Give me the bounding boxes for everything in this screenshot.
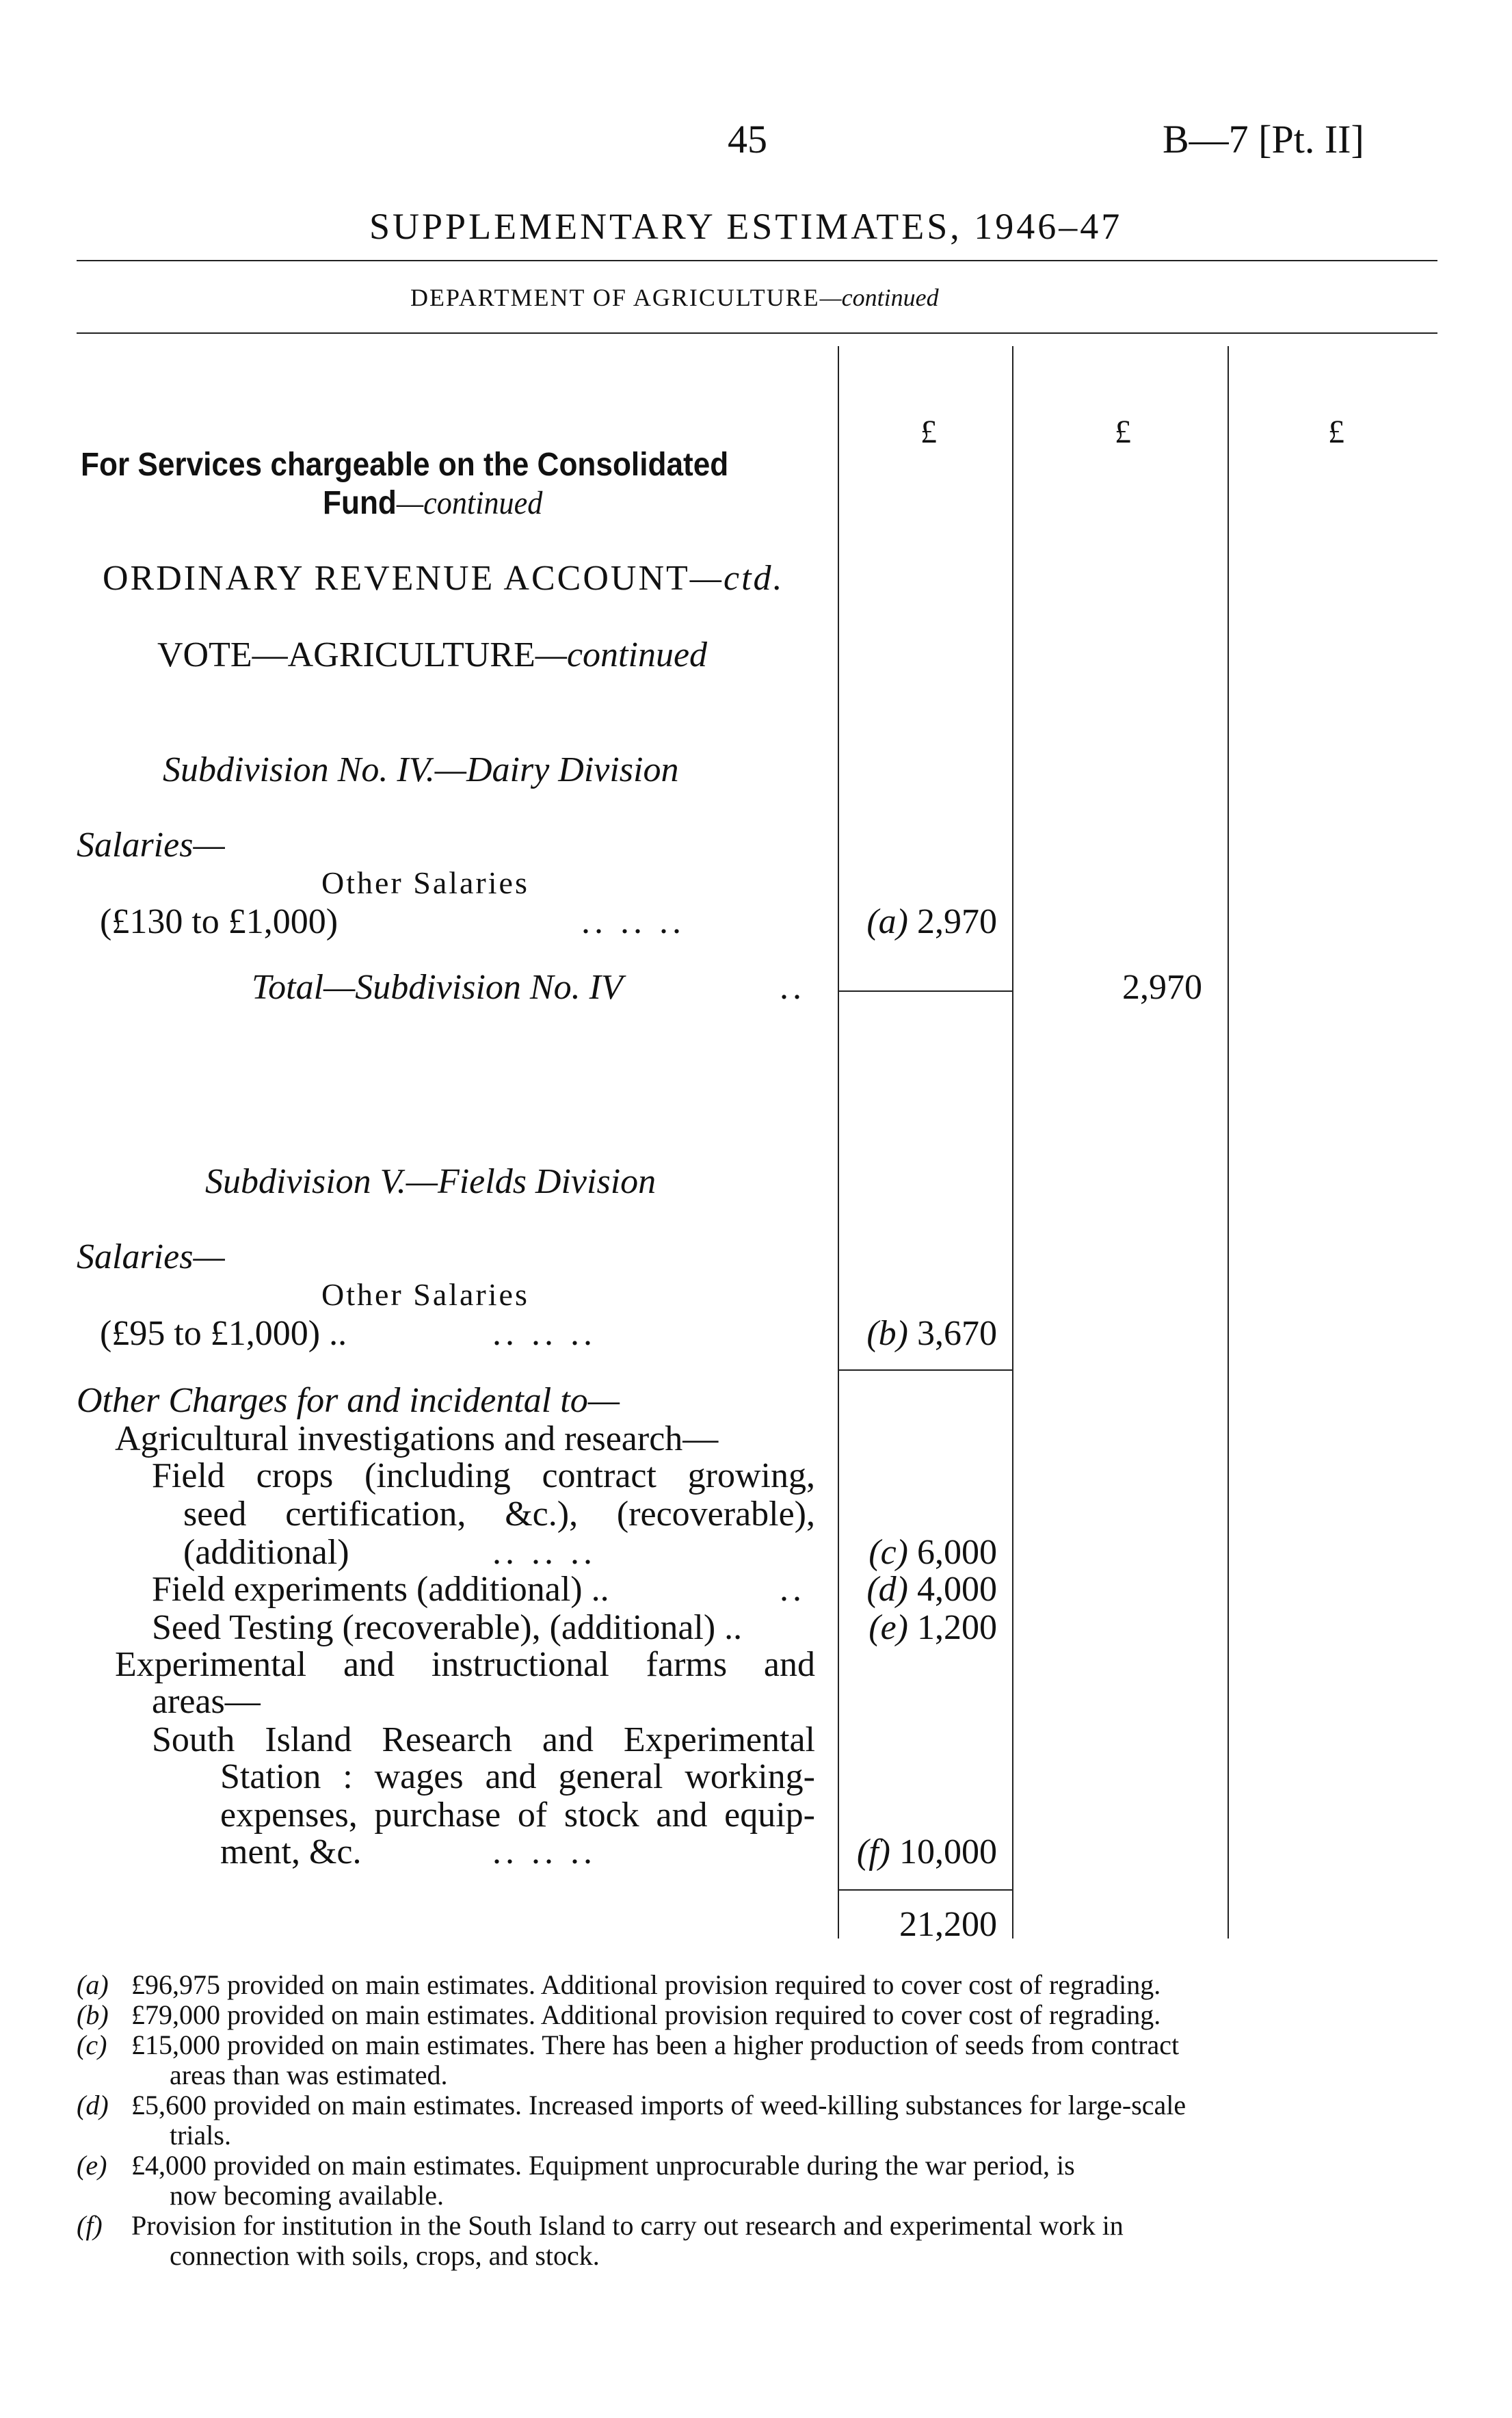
south-island-line4: ment, &c. <box>220 1832 362 1871</box>
subdivision-iv-total: 2,970 <box>1122 968 1202 1007</box>
leader-dots: .. .. .. <box>492 1314 596 1353</box>
subdivision-v-title: Subdivision V.—Fields Division <box>205 1162 656 1201</box>
leader-dots: .. <box>780 1570 806 1609</box>
column-header-2: £ <box>1115 414 1131 450</box>
title-rule <box>77 260 1437 261</box>
leader-dots: .. .. .. <box>581 902 685 941</box>
subdivision-iv-title: Subdivision No. IV.—Dairy Division <box>163 750 679 789</box>
column-header-1: £ <box>920 414 937 450</box>
subdivision-iv-other-salaries: Other Salaries <box>321 865 529 900</box>
exp-farms-line1: Experimental and instructional farms and <box>115 1645 815 1684</box>
subdivision-v-other-salaries: Other Salaries <box>321 1277 529 1312</box>
footnote-d: (d) £5,600 provided on main estimates. Increased imports of weed-killing substances for large-scale trials. <box>77 2090 1186 2151</box>
agri-investigations: Agricultural investigations and research— <box>115 1419 719 1458</box>
leader-dots: .. .. .. <box>492 1832 596 1871</box>
column-header-3: £ <box>1328 414 1344 450</box>
subdivision-v-subtotal: 21,200 <box>899 1905 997 1944</box>
subtotal-rule-v <box>838 1889 1012 1891</box>
subdivision-iv-amount: (a) 2,970 <box>866 902 997 941</box>
field-crops-line1: Field crops (including contract growing, <box>152 1456 815 1495</box>
footnote-a: (a) £96,975 provided on main estimates. Additional provision required to cover cost of regrading. <box>77 1969 1161 2000</box>
south-island-line2: Station : wages and general working- <box>220 1757 815 1796</box>
document-reference: B—7 [Pt. II] <box>1163 117 1364 161</box>
south-island-line3: expenses, purchase of stock and equip- <box>220 1796 815 1835</box>
field-crops-amount: (c) 6,000 <box>868 1533 997 1572</box>
other-charges-heading: Other Charges for and incidental to— <box>77 1381 620 1420</box>
section-heading-cont: Fund—continued <box>323 485 543 521</box>
vote-heading: VOTE—AGRICULTURE—continued <box>157 635 708 674</box>
account-heading: ORDINARY REVENUE ACCOUNT—ctd. <box>103 559 784 598</box>
salary-rule-v <box>838 1369 1012 1371</box>
subdivision-v-salaries: Salaries— <box>77 1237 225 1276</box>
footnote-f: (f) Provision for institution in the South Island to carry out research and experimental work in connection with soils, crops, and stock. <box>77 2210 1124 2271</box>
column-rule-3 <box>1228 346 1229 1939</box>
page-number: 45 <box>728 117 767 161</box>
footnote-c: (c) £15,000 provided on main estimates. There has been a higher production of seeds from contract areas than was estimated. <box>77 2029 1180 2090</box>
subdivision-iv-salaries: Salaries— <box>77 826 225 865</box>
footnotes <box>77 1970 1431 2271</box>
subtotal-rule-iv <box>838 990 1012 992</box>
subdivision-iv-salary-range: (£130 to £1,000) <box>100 902 339 941</box>
section-heading: For Services chargeable on the Consolidated <box>81 447 729 483</box>
footnote-b: (b) £79,000 provided on main estimates. Additional provision required to cover cost of regrading. <box>77 1999 1161 2030</box>
seed-testing-amount: (e) 1,200 <box>868 1608 997 1647</box>
subdivision-v-salary-range: (£95 to £1,000) .. <box>100 1314 347 1353</box>
field-experiments: Field experiments (additional) .. <box>152 1570 609 1609</box>
leader-dots: .. .. .. <box>492 1533 596 1572</box>
field-experiments-amount: (d) 4,000 <box>866 1570 997 1609</box>
column-rule-2 <box>1012 346 1013 1939</box>
field-crops-line3: (additional) <box>183 1533 349 1572</box>
leader-dots: .. <box>780 968 806 1007</box>
subdivision-iv-total-label: Total—Subdivision No. IV <box>252 968 623 1007</box>
footnote-e: (e) £4,000 provided on main estimates. Equipment unprocurable during the war period, is now becoming available. <box>77 2150 1075 2211</box>
subdivision-v-salary-amount: (b) 3,670 <box>866 1314 997 1353</box>
table-top-rule <box>77 332 1437 334</box>
page-title: SUPPLEMENTARY ESTIMATES, 1946–47 <box>369 206 1123 247</box>
south-island-amount: (f) 10,000 <box>856 1832 997 1871</box>
south-island-line1: South Island Research and Experimental <box>152 1720 815 1759</box>
exp-farms-line2: areas— <box>152 1682 261 1721</box>
column-rule-1 <box>838 346 839 1939</box>
seed-testing: Seed Testing (recoverable), (additional) .. <box>152 1608 743 1647</box>
field-crops-line2: seed certification, &c.), (recoverable), <box>183 1495 815 1534</box>
department-heading: DEPARTMENT OF AGRICULTURE—continued <box>410 284 939 311</box>
